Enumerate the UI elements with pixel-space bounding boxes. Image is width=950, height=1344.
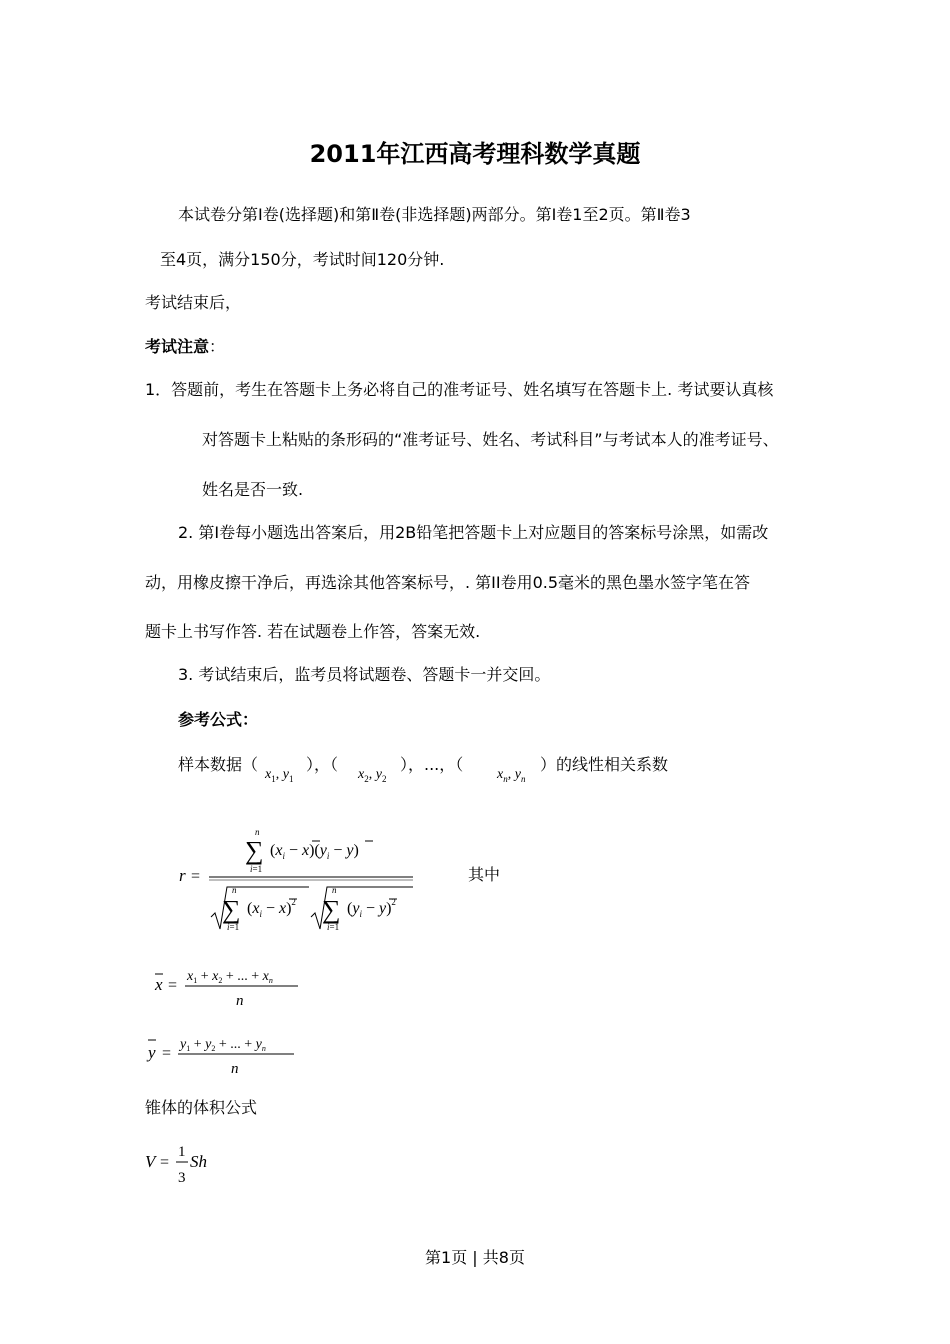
svg-text:V: V — [145, 1152, 156, 1171]
notice-heading-row — [145, 337, 225, 357]
svg-text:=: = — [160, 1154, 170, 1171]
formulas-heading: 参考公式： — [178, 710, 259, 729]
intro-line-3: 考试结束后， — [145, 293, 242, 312]
notice-heading: 考试注意 — [145, 337, 210, 356]
mean-x-formula — [145, 958, 315, 1013]
svg-text:i=1: i=1 — [227, 922, 240, 932]
page-footer: 第1页 | 共8页 — [425, 1248, 525, 1267]
qizhong-label: 其中 — [468, 865, 501, 884]
svg-text:r: r — [179, 866, 186, 885]
svg-text:x1 + x2 + ... + xn: $x_1 + x_2$ + ... + $x_n$ — [187, 969, 273, 985]
notice-item-2-line-1: 2. 第Ⅰ卷每小题选出答案后，用2B铅笔把答题卡上对应题目的答案标号涂黑，如需改 — [178, 523, 769, 542]
cone-volume-formula — [145, 1138, 225, 1190]
svg-text:i=1: i=1 — [250, 864, 263, 874]
sample-sep-1: ），（ — [306, 755, 339, 774]
svg-text:∑: ∑ — [222, 895, 241, 924]
svg-text:(xi − x)(yi − y): $(x_i - x)(y_i - y)$ — [270, 842, 359, 861]
page-title: 2011年江西高考理科数学真题 — [309, 140, 641, 168]
intro-line-1: 本试卷分第Ⅰ卷(选择题)和第Ⅱ卷(非选择题)两部分。第Ⅰ卷1至2页。第Ⅱ卷3 — [178, 205, 691, 224]
svg-text:n: n — [232, 885, 237, 895]
svg-text:i=1: i=1 — [327, 922, 340, 932]
notice-item-1-line-3: 姓名是否一致. — [202, 480, 304, 499]
svg-text:=: = — [168, 977, 178, 994]
svg-text:=: = — [191, 868, 201, 885]
svg-text:=: = — [162, 1045, 172, 1062]
sample-data-prefix: 样本数据（ — [178, 755, 259, 774]
cone-volume-label: 锥体的体积公式 — [145, 1098, 258, 1117]
svg-text:y1 + y2 + ... + yn: $y_1 + y_2$ + ... + $y_n$ — [180, 1037, 266, 1053]
svg-text:n: n — [332, 885, 337, 895]
svg-text:(yi − y)2: $(y_i - y)^2$ — [347, 897, 396, 919]
svg-text:x: x — [155, 975, 163, 994]
notice-item-3: 3. 考试结束后，监考员将试题卷、答题卡一并交回。 — [178, 665, 551, 684]
svg-text:(xi − x)2: $(x_i - x)^2$ — [247, 897, 296, 919]
svg-text:Sh: Sh — [190, 1152, 207, 1171]
notice-item-2-line-2: 动，用橡皮擦干净后，再选涂其他答案标号，. 第II卷用0.5毫米的黑色墨水签字笔在答 — [145, 573, 751, 592]
correlation-formula — [175, 825, 425, 935]
intro-line-2: 至4页，满分150分，考试时间120分钟. — [160, 250, 445, 269]
svg-text:y: y — [148, 1043, 156, 1062]
notice-colon: ： — [209, 337, 226, 356]
sample-point-n: $x_n$, $y_n$ — [497, 767, 526, 784]
svg-text:n: n — [231, 1061, 239, 1077]
sample-point-2: $x_2$, $y_2$ — [358, 767, 387, 784]
mean-y-formula — [145, 1026, 315, 1081]
sample-data-suffix: ）的线性相关系数 — [540, 755, 669, 774]
notice-item-2-line-3: 题卡上书写作答. 若在试题卷上作答，答案无效. — [145, 622, 481, 641]
svg-text:n: n — [236, 993, 244, 1009]
svg-text:n: n — [255, 827, 260, 837]
svg-text:∑: ∑ — [322, 895, 341, 924]
svg-text:∑: ∑ — [245, 836, 264, 865]
notice-item-1-line-2: 对答题卡上粘贴的条形码的“准考证号、姓名、考试科目”与考试本人的准考证号、 — [202, 430, 779, 449]
sample-point-1: $x_1$, $y_1$ — [265, 767, 294, 784]
svg-text:1: 1 — [178, 1144, 186, 1160]
sample-sep-2: ），...，（ — [400, 755, 464, 774]
svg-text:3: 3 — [178, 1170, 186, 1186]
notice-item-1-line-1: 1．答题前，考生在答题卡上务必将自己的准考证号、姓名填写在答题卡上. 考试要认真核 — [145, 380, 774, 399]
